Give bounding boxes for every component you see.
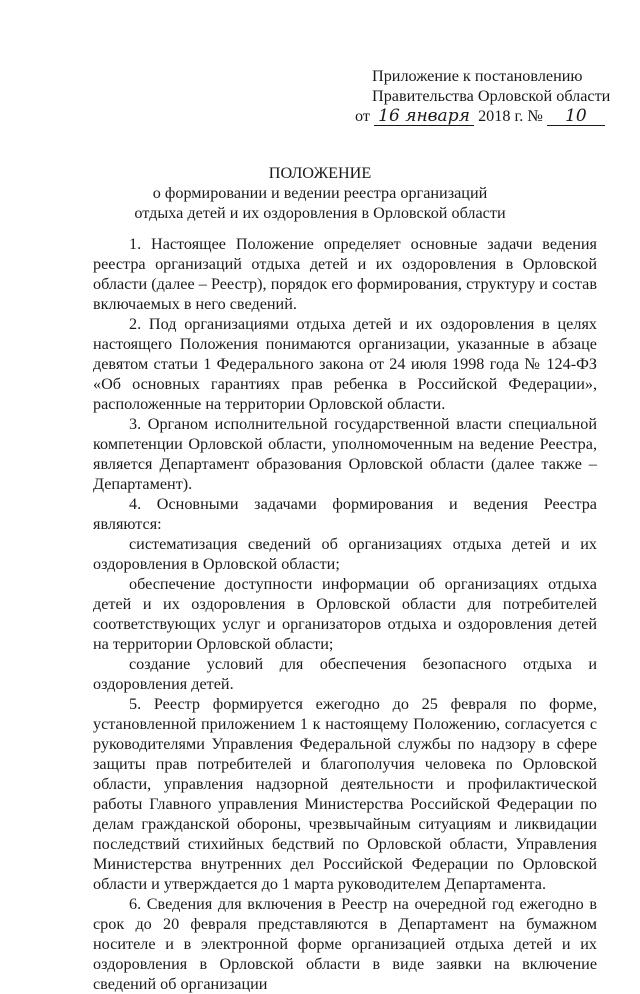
- task-item-1: систематизация сведений об организациях отдыха детей и их оздоровления в Орловской области;: [93, 535, 597, 573]
- paragraph-5: 5. Реестр формируется ежегодно до 25 февраля по форме, установленной приложением 1 к настоящему Положению, согласуется с руководителями Управления Федеральной службы по надзору в сфере защиты прав потребителей и благополучия человека по Орловской области, управления надзорной деятельности и профилактической работы Главного управления Министерства Российской Федерации по делам гражданской обороны, чрезвычайным ситуациям и ликвидации последствий стихийных бедствий по Орловской области, Управления Министерства внутренних дел Российской Федерации по Орловской области и утверждается до 1 марта руководителем Департамента.: [93, 695, 597, 893]
- paragraph-1: 1. Настоящее Положение определяет основные задачи ведения реестра организаций отдыха детей и их оздоровления в Орловской области (далее – Реестр), порядок его формирования, структуру и состав включаемых в него сведений.: [93, 235, 597, 313]
- handwritten-number: 10: [547, 107, 605, 126]
- paragraph-2: 2. Под организациями отдыха детей и их оздоровления в целях настоящего Положения понимаются организации, указанные в абзаце девятом статьи 1 Федерального закона от 24 июля 1998 года № 124-ФЗ «Об основных гарантиях прав ребенка в Российской Федерации», расположенные на территории Орловской области.: [93, 315, 597, 413]
- task-item-3: создание условий для обеспечения безопасного отдыха и оздоровления детей.: [93, 655, 597, 693]
- year-number-label: 2018 г. №: [478, 107, 543, 125]
- paragraph-6: 6. Сведения для включения в Реестр на очередной год ежегодно в срок до 20 февраля представляются в Департамент на бумажном носителе и в электронной форме организацией отдыха детей и их оздоровления в Орловской области в виде заявки на включение сведений об организации: [93, 895, 597, 993]
- paragraph-3: 3. Органом исполнительной государственной власти специальной компетенции Орловской области, уполномоченным на ведение Реестра, является Департамент образования Орловской области (далее также – Департамент).: [93, 415, 597, 493]
- document-title: ПОЛОЖЕНИЕ: [268, 164, 372, 182]
- task-item-2: обеспечение доступности информации об организациях отдыха детей и их оздоровления в Орловской области для потребителей соответствующих услуг и организаторов отдыха и оздоровления детей на территории Орловской области;: [93, 575, 597, 653]
- document-body: [93, 234, 597, 994]
- appendix-date-line: [355, 106, 632, 126]
- from-label: от: [355, 107, 370, 125]
- appendix-block: [355, 66, 632, 126]
- handwritten-date: 16 января: [374, 107, 474, 126]
- appendix-line-2: Правительства Орловской области: [372, 87, 611, 105]
- document-subtitle-line-2: отдыха детей и их оздоровления в Орловской области: [134, 204, 506, 222]
- appendix-line-1: Приложение к постановлению: [372, 67, 583, 85]
- document-subtitle-line-1: о формировании и ведении реестра организаций: [152, 184, 488, 202]
- paragraph-4: 4. Основными задачами формирования и ведения Реестра являются:: [93, 495, 597, 533]
